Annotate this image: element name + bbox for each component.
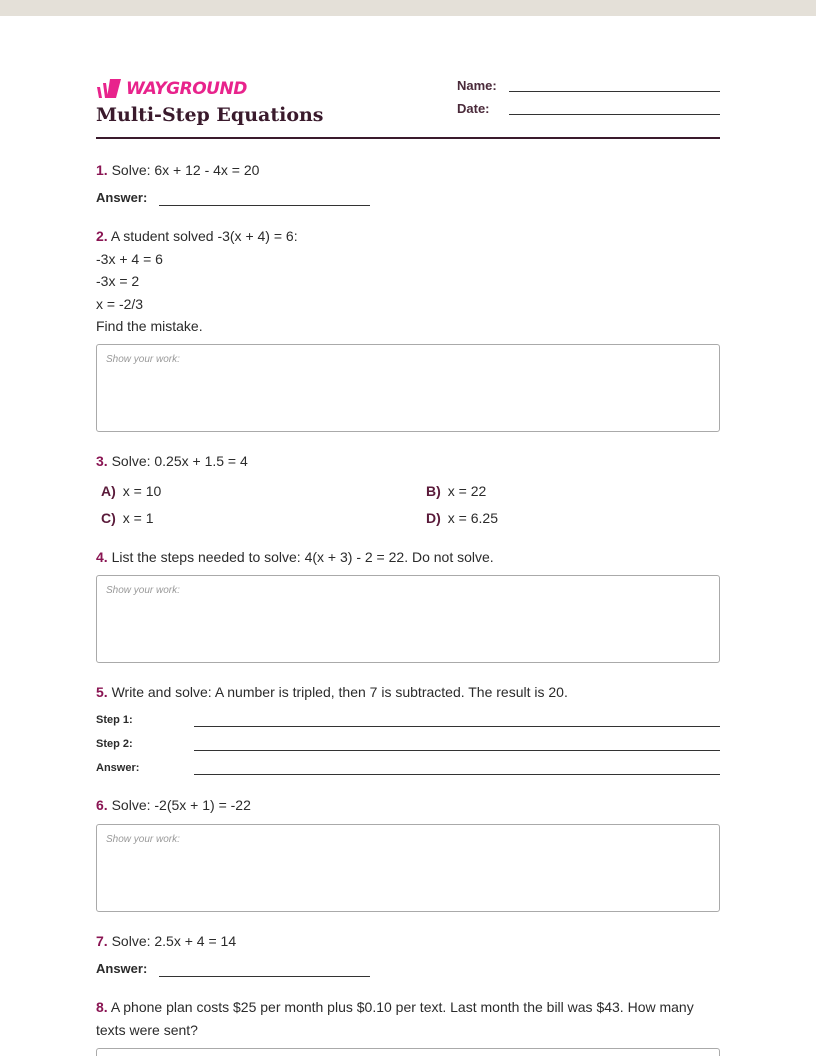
question-number: 3.: [96, 453, 108, 469]
question-text: List the steps needed to solve: 4(x + 3) - 2 = 22. Do not solve.: [111, 549, 494, 565]
answer-row-1[interactable]: [96, 190, 370, 210]
header-divider: [96, 137, 720, 139]
option-c[interactable]: [101, 510, 154, 526]
question-text: A student solved -3(x + 4) = 6:: [110, 228, 298, 244]
work-box-4[interactable]: [96, 575, 720, 663]
step-2-line[interactable]: [194, 750, 720, 751]
step-2-label: Step 2:: [96, 738, 133, 750]
question-number: 7.: [96, 933, 108, 949]
question-number: 2.: [96, 228, 108, 244]
question-6: [96, 794, 720, 817]
name-line[interactable]: [509, 91, 720, 92]
page-title: Multi-Step Equations: [96, 104, 324, 126]
question-5: [96, 681, 720, 704]
name-label: Name:: [457, 78, 497, 93]
question-8: [96, 996, 720, 1041]
option-d[interactable]: [426, 510, 498, 526]
question-text: Write and solve: A number is tripled, then 7 is subtracted. The result is 20.: [111, 684, 568, 700]
answer-line[interactable]: [159, 976, 370, 977]
name-field[interactable]: [457, 78, 720, 98]
answer-label: Answer:: [96, 961, 148, 976]
logo-mark-icon: [96, 79, 122, 99]
answer-line[interactable]: [194, 774, 720, 775]
option-text: x = 1: [122, 510, 154, 526]
option-text: x = 6.25: [447, 510, 498, 526]
option-a[interactable]: [101, 483, 161, 499]
question-text: Solve: -2(5x + 1) = -22: [111, 797, 251, 813]
question-text: Solve: 0.25x + 1.5 = 4: [111, 453, 248, 469]
work-line: -3x = 2: [96, 273, 140, 289]
work-box-placeholder: Show your work:: [106, 585, 180, 596]
question-1: [96, 159, 720, 182]
work-line: -3x + 4 = 6: [96, 250, 163, 267]
option-letter: D): [426, 510, 441, 526]
answer-label: Answer:: [96, 190, 148, 205]
answer-line[interactable]: [159, 205, 370, 206]
step-1-label: Step 1:: [96, 714, 133, 726]
work-box-6[interactable]: [96, 824, 720, 912]
question-text: Solve: 6x + 12 - 4x = 20: [111, 162, 260, 178]
question-3: [96, 450, 720, 473]
question-text: Solve: 2.5x + 4 = 14: [111, 933, 237, 949]
worksheet-page: [96, 0, 720, 1056]
work-box-2[interactable]: [96, 344, 720, 432]
question-number: 5.: [96, 684, 108, 700]
question-4: [96, 546, 720, 569]
date-label: Date:: [457, 101, 490, 116]
question-2: [96, 225, 720, 338]
date-line[interactable]: [509, 114, 720, 115]
work-box-placeholder: Show your work:: [106, 834, 180, 845]
option-b[interactable]: [426, 483, 486, 499]
answer-step-row[interactable]: [96, 762, 720, 780]
option-letter: B): [426, 483, 441, 499]
question-text: A phone plan costs $25 per month plus $0.10 per text. Last month the bill was $43. How many texts were sent?: [96, 999, 694, 1038]
step-1-row[interactable]: [96, 714, 720, 732]
date-field[interactable]: [457, 101, 720, 121]
option-text: x = 10: [122, 483, 162, 499]
answer-label: Answer:: [96, 762, 140, 774]
question-number: 1.: [96, 162, 108, 178]
step-2-row[interactable]: [96, 738, 720, 756]
option-letter: A): [101, 483, 116, 499]
answer-row-7[interactable]: [96, 961, 370, 981]
option-letter: C): [101, 510, 116, 526]
option-text: x = 22: [447, 483, 487, 499]
question-number: 8.: [96, 999, 108, 1015]
work-line: x = -2/3: [96, 295, 144, 312]
question-7: [96, 930, 720, 953]
question-number: 6.: [96, 797, 108, 813]
question-number: 4.: [96, 549, 108, 565]
brand-logo: [96, 78, 247, 100]
step-1-line[interactable]: [194, 726, 720, 727]
logo-text: WAYGROUND: [126, 79, 247, 99]
work-box-8[interactable]: [96, 1048, 720, 1056]
work-box-placeholder: Show your work:: [106, 354, 180, 365]
instruction-line: Find the mistake.: [96, 318, 203, 334]
